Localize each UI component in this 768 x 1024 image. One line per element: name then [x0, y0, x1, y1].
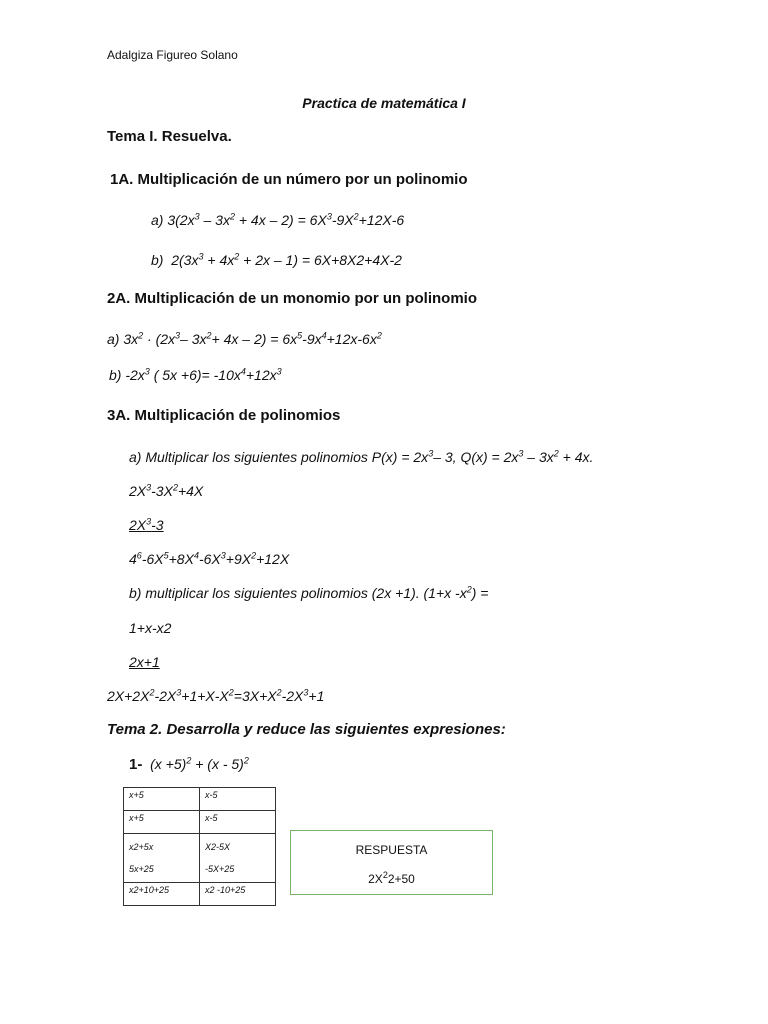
table-cell: x2+10+25	[124, 883, 200, 906]
document-title: Practica de matemática I	[302, 95, 466, 111]
exercise-label: b)	[151, 252, 164, 268]
exercise-3a-line-1: $2X^3-3X^2+4X$	[129, 482, 204, 499]
table-row	[124, 811, 276, 834]
tema2-heading: Tema 2. Desarrolla y reduce las siguientes expresiones:	[107, 721, 506, 738]
table-row	[124, 883, 276, 906]
answer-value: $2X^22+50$	[368, 870, 415, 886]
section-1a-heading: 1A. Multiplicación de un número por un polinomio	[110, 171, 468, 188]
section-2a-heading: 2A. Multiplicación de un monomio por un polinomio	[107, 290, 477, 307]
table-row	[124, 834, 276, 883]
table-cell: x+5	[124, 788, 200, 811]
table-cell: x2 -10+25	[200, 883, 276, 906]
table-row	[124, 788, 276, 811]
exercise-label: a)	[151, 212, 164, 228]
item-number: 1-	[129, 756, 143, 773]
exercise-3a-line-3: $4^6-6X^5+8X^4-6X^3+9X^2+12X$	[129, 550, 290, 567]
exercise-3a-a: a) Multiplicar los siguientes polinomios $P(x) = 2x^3-$ 3, $Q(x) = 2x^3 - 3x^2 + 4x$.	[129, 448, 594, 465]
table-cell: x2+5x 5x+25	[124, 834, 200, 883]
answer-box	[290, 830, 493, 895]
table-cell: X2-5X -5X+25	[200, 834, 276, 883]
exercise-2a-b: b) $-2x^3$ ( $5x +6)= -10x^4+12x^3$	[109, 366, 282, 383]
answer-title: RESPUESTA	[355, 843, 428, 857]
table-cell: x+5	[124, 811, 200, 834]
tema2-item-1: 1- $(x +5)^2 + (x - 5)^2$	[129, 755, 249, 773]
work-table	[123, 787, 276, 906]
exercise-3b-result: $2X+2X^2-2X^3+1+X-X^2=3X+X^2-2X^3+1$	[107, 687, 325, 704]
exercise-3a-line-2: $2X^3-3$	[129, 516, 164, 533]
exercise-2a-a: a) $3x^2 \cdot (2x^3-$ $3x^2+ 4x - 2) = 6x^5-9x^4+12x-6x^2$	[107, 330, 382, 347]
exercise-1a-b: b) $2(3x^3 + 4x^2 + 2x - 1) = 6X+8X2+4X-2$	[151, 251, 402, 268]
author-name: Adalgiza Figureo Solano	[107, 48, 238, 62]
section-3a-heading: 3A. Multiplicación de polinomios	[107, 407, 341, 424]
tema1-heading: Tema I. Resuelva.	[107, 128, 232, 145]
exercise-1a-a: a) $3(2x^3 - 3x^2 + 4x - 2) = 6X^3-9X^2+12X-6$	[151, 211, 405, 228]
table-cell: x-5	[200, 811, 276, 834]
exercise-3b-line-1: 1+x-x2	[129, 620, 172, 636]
table-cell: x-5	[200, 788, 276, 811]
exercise-3b-line-2: 2x+1	[129, 654, 160, 670]
exercise-3a-b: b) multiplicar los siguientes polinomios (2x +1). (1+x $-x^2$) =	[129, 584, 489, 601]
